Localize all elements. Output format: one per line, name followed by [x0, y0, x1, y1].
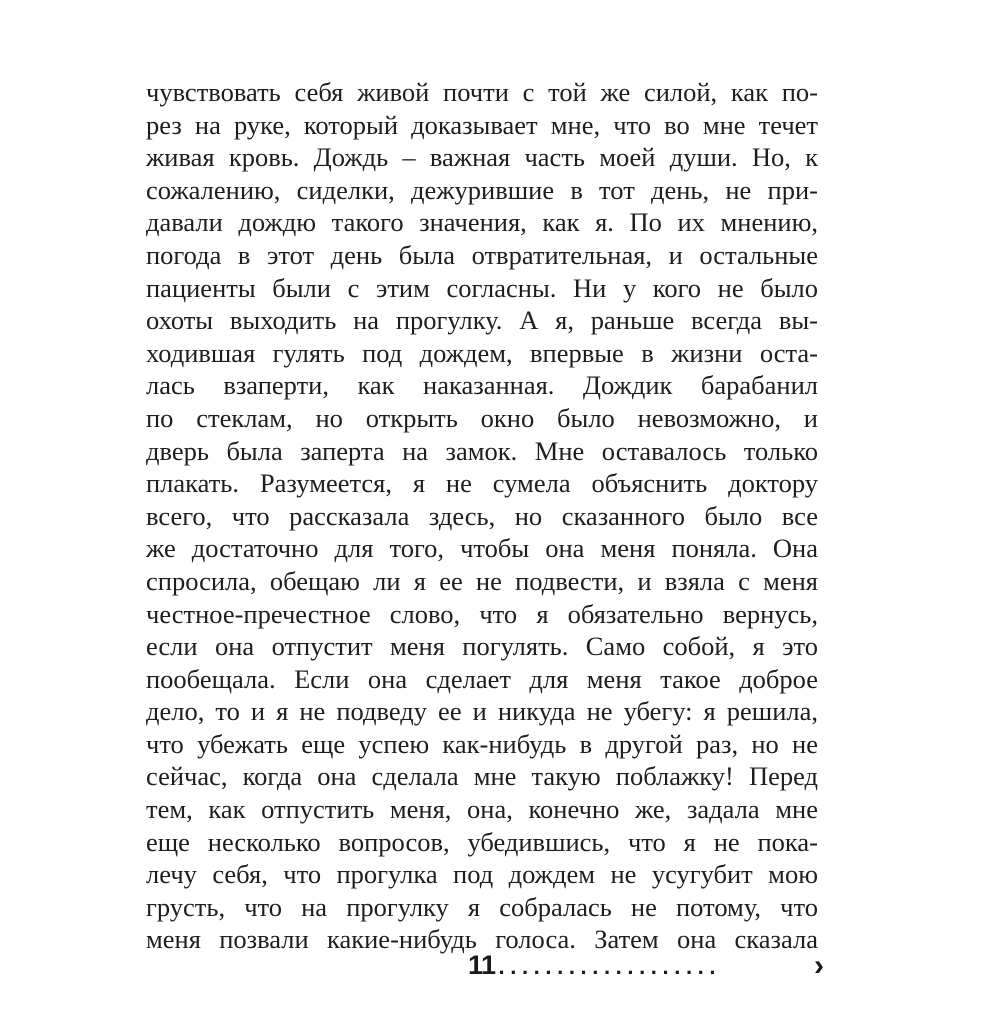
text-line: меня позвали какие-нибудь голоса. Затем она сказала — [146, 924, 818, 955]
text-line: дело, то и я не подведу ее и никуда не убегу: я решила, — [146, 696, 818, 727]
text-line: честное-пречестное слово, что я обязательно вернусь, — [146, 598, 818, 629]
text-line: еще несколько вопросов, убедившись, что я не пока- — [146, 826, 818, 857]
text-line: давали дождю такого значения, как я. По их мнению, — [146, 207, 818, 238]
text-line: грусть, что на прогулку я собралась не потому, что — [146, 891, 818, 922]
text-line: охоты выходить на прогулку. А я, раньше всегда вы- — [146, 305, 818, 336]
text-line: плакать. Разумеется, я не сумела объяснить доктору — [146, 468, 818, 499]
page-number: 11 — [468, 950, 496, 980]
text-line: спросила, обещаю ли я ее не подвести, и взяла с меня — [146, 565, 818, 596]
dot-leader: ................... — [498, 954, 722, 979]
text-line: же достаточно для того, чтобы она меня поняла. Она — [146, 533, 818, 564]
text-line: если она отпустит меня погулять. Само собой, я это — [146, 631, 818, 662]
text-line: чувствовать себя живой почти с той же силой, как по- — [146, 77, 818, 107]
text-line: сожалению, сиделки, дежурившие в тот день, не при- — [146, 174, 818, 205]
text-line: пообещала. Если она сделает для меня такое доброе — [146, 663, 818, 694]
page-footer — [468, 948, 824, 988]
text-line: всего, что рассказала здесь, но сказанного было все — [146, 500, 818, 531]
text-line: пациенты были с этим согласны. Ни у кого не было — [146, 272, 818, 303]
text-line: по стеклам, но открыть окно было невозможно, и — [146, 402, 818, 433]
text-line: дверь была заперта на замок. Мне оставалось только — [146, 435, 818, 466]
text-line: лечу себя, что прогулка под дождем не усугубит мою — [146, 859, 818, 890]
text-line: лась взаперти, как наказанная. Дождик барабанил — [146, 370, 818, 401]
text-line: сейчас, когда она сделала мне такую поблажку! Перед — [146, 761, 818, 792]
text-line: рез на руке, который доказывает мне, что во мне течет — [146, 109, 818, 140]
text-line: погода в этот день была отвратительная, и остальные — [146, 239, 818, 270]
text-line: тем, как отпустить меня, она, конечно же, задала мне — [146, 794, 818, 825]
chevron-right-icon: › — [814, 949, 824, 982]
body-text — [146, 76, 818, 956]
text-line: ходившая гулять под дождем, впервые в жизни оста- — [146, 337, 818, 368]
text-line: живая кровь. Дождь – важная часть моей души. Но, к — [146, 142, 818, 173]
text-line: что убежать еще успею как-нибудь в другой раз, но не — [146, 728, 818, 759]
